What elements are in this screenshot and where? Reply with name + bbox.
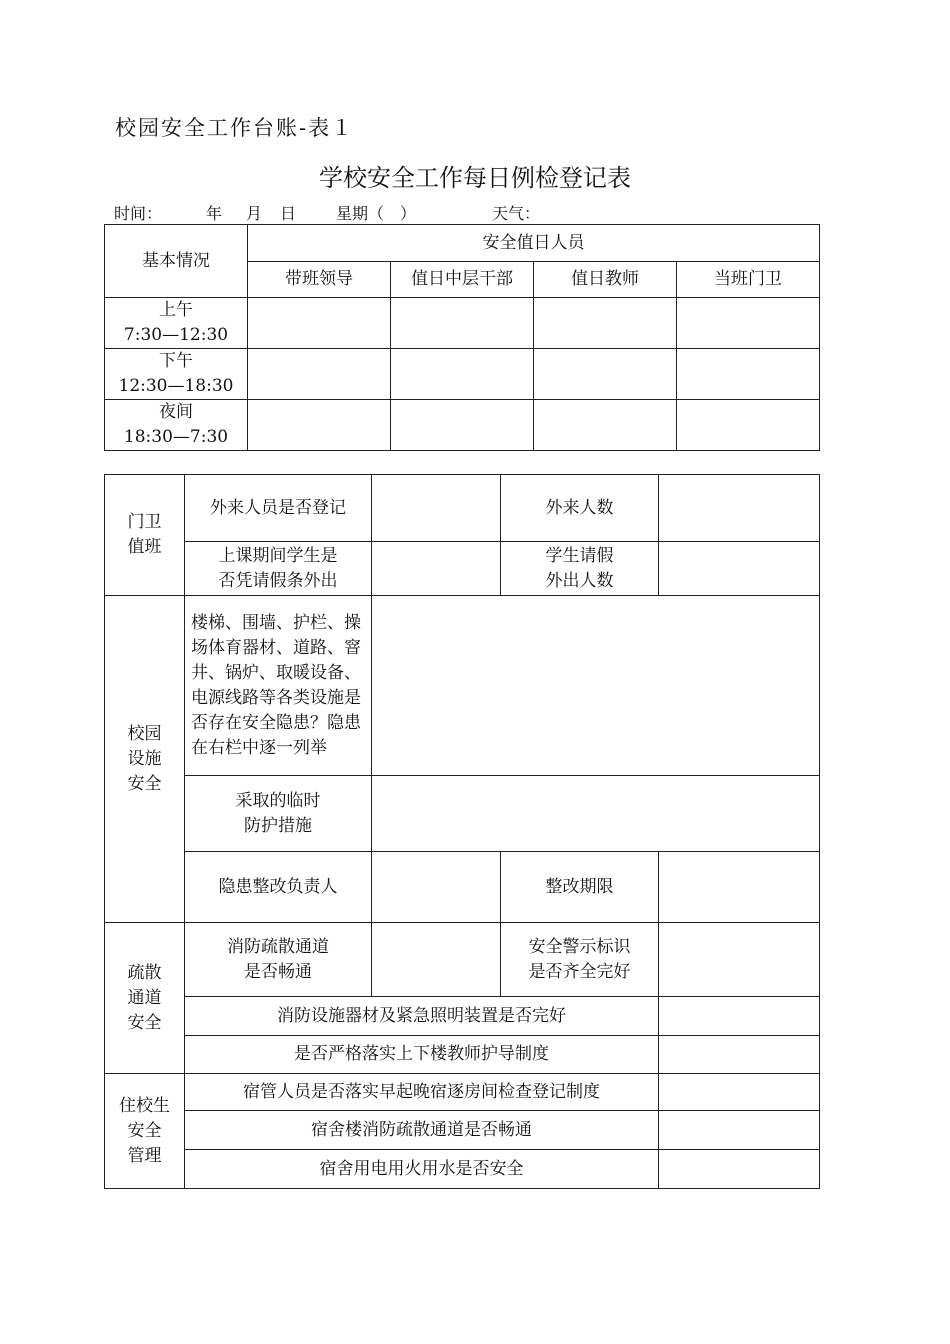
entry-cell[interactable] <box>659 542 820 596</box>
question-line: 否凭请假条外出 <box>218 570 338 591</box>
entry-cell[interactable] <box>391 400 534 451</box>
label-line: 采取的临时 <box>235 790 321 811</box>
weather-label: 天气： <box>492 204 541 223</box>
category-line: 安全 <box>127 1120 162 1141</box>
category-line: 通道 <box>127 987 162 1008</box>
entry-cell[interactable] <box>248 400 391 451</box>
entry-cell[interactable] <box>534 400 677 451</box>
label-line: 学生请假 <box>545 545 614 566</box>
dorm-utility-safety-question: 宿舍用电用火用水是否安全 <box>185 1150 659 1189</box>
time-label: 时间： <box>114 204 163 223</box>
entry-cell[interactable] <box>659 852 820 923</box>
column-header: 当班门卫 <box>677 262 820 298</box>
basic-info-header: 基本情况 <box>105 225 248 298</box>
entry-cell[interactable] <box>659 475 820 542</box>
measures-cell[interactable] <box>372 776 820 852</box>
meta-row <box>114 201 540 224</box>
category-line: 校园 <box>127 723 162 744</box>
entry-cell[interactable] <box>677 400 820 451</box>
entry-cell[interactable] <box>372 542 501 596</box>
visitor-registered-question: 外来人员是否登记 <box>185 475 372 542</box>
stair-guard-question: 是否严格落实上下楼教师护导制度 <box>185 1036 659 1074</box>
rectification-responsible-label: 隐患整改负责人 <box>185 852 372 923</box>
entry-cell[interactable] <box>659 1036 820 1074</box>
shift-time: 12:30—18:30 <box>118 376 234 396</box>
shift-morning <box>105 298 248 349</box>
column-header: 值日教师 <box>534 262 677 298</box>
entry-cell[interactable] <box>248 349 391 400</box>
month-label: 月 <box>246 204 263 223</box>
shift-name: 上午 <box>159 300 193 320</box>
entry-cell[interactable] <box>677 349 820 400</box>
dorm-inspection-question: 宿管人员是否落实早起晚宿逐房间检查登记制度 <box>185 1074 659 1111</box>
entry-cell[interactable] <box>659 1150 820 1189</box>
label-line: 防护措施 <box>244 815 312 836</box>
entry-cell[interactable] <box>659 1074 820 1111</box>
entry-cell[interactable] <box>372 475 501 542</box>
question-line: 安全警示标识 <box>528 936 631 957</box>
entry-cell[interactable] <box>659 923 820 997</box>
shift-time: 7:30—12:30 <box>123 325 229 345</box>
category-line: 疏散 <box>127 962 162 983</box>
rectification-deadline-label: 整改期限 <box>501 852 659 923</box>
category-line: 门卫 <box>127 512 162 532</box>
shift-name: 夜间 <box>159 402 193 422</box>
category-line: 安全 <box>127 1012 162 1033</box>
category-line: 设施 <box>127 748 162 769</box>
column-header: 值日中层干部 <box>391 262 534 298</box>
category-line: 值班 <box>127 537 162 557</box>
entry-cell[interactable] <box>391 349 534 400</box>
category-gate <box>105 475 185 596</box>
shift-time: 18:30—7:30 <box>123 427 229 447</box>
year-label: 年 <box>206 204 223 223</box>
staff-header: 安全值日人员 <box>248 225 820 262</box>
category-line: 管理 <box>127 1145 162 1166</box>
category-boarding <box>105 1074 185 1189</box>
exit-clear-question <box>185 923 372 997</box>
category-line: 住校生 <box>119 1095 170 1116</box>
weekday-label: 星期（ ） <box>336 204 417 223</box>
warning-signs-question <box>501 923 659 997</box>
entry-cell[interactable] <box>677 298 820 349</box>
question-line: 上课期间学生是 <box>218 545 338 566</box>
student-leave-count-label <box>501 542 659 596</box>
duty-staff-table <box>104 224 820 451</box>
entry-cell[interactable] <box>659 997 820 1036</box>
hazard-question: 楼梯、围墙、护栏、操场体育器材、道路、窨井、锅炉、取暖设备、电源线路等各类设施是否存在安全隐患？隐患在右栏中逐一列举 <box>185 596 372 776</box>
temporary-measures-label <box>185 776 372 852</box>
page-title: 学校安全工作每日例检登记表 <box>319 164 631 192</box>
entry-cell[interactable] <box>372 852 501 923</box>
daily-check-table <box>104 474 820 1189</box>
question-line: 消防疏散通道 <box>227 936 329 957</box>
shift-night <box>105 400 248 451</box>
label-line: 外出人数 <box>545 570 614 591</box>
visitor-count-label: 外来人数 <box>501 475 659 542</box>
entry-cell[interactable] <box>248 298 391 349</box>
shift-afternoon <box>105 349 248 400</box>
shift-name: 下午 <box>159 351 193 371</box>
entry-cell[interactable] <box>534 298 677 349</box>
hazard-list-cell[interactable] <box>372 596 820 776</box>
entry-cell[interactable] <box>372 923 501 997</box>
category-evacuation <box>105 923 185 1074</box>
category-facility <box>105 596 185 923</box>
entry-cell[interactable] <box>534 349 677 400</box>
fire-equipment-question: 消防设施器材及紧急照明装置是否完好 <box>185 997 659 1036</box>
ledger-label: 校园安全工作台账-表１ <box>115 116 355 140</box>
entry-cell[interactable] <box>391 298 534 349</box>
question-line: 是否畅通 <box>244 961 312 982</box>
question-line: 是否齐全完好 <box>528 961 631 982</box>
column-header: 带班领导 <box>248 262 391 298</box>
category-line: 安全 <box>127 773 162 794</box>
dorm-exit-question: 宿舍楼消防疏散通道是否畅通 <box>185 1111 659 1150</box>
entry-cell[interactable] <box>659 1111 820 1150</box>
student-leave-question <box>185 542 372 596</box>
day-label: 日 <box>280 204 297 223</box>
